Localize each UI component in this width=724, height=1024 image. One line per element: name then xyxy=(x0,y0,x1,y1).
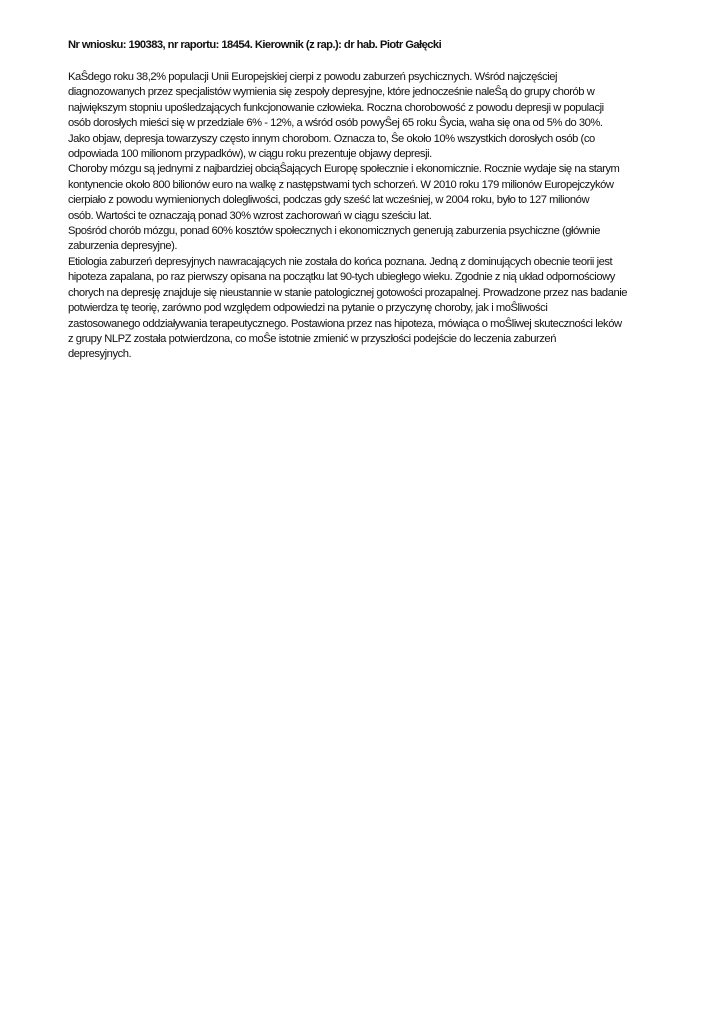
paragraph-etiology-hypothesis xyxy=(68,255,688,363)
text-line: diagnozowanych przez specjalistów wymienia się zespoły depresyjne, które jednocześnie naleŜą do grupy chorób w xyxy=(68,86,595,99)
text-line: z grupy NLPZ została potwierdzona, co moŜe istotnie zmienić w przyszłości podejście do leczenia zaburzeń xyxy=(68,332,556,345)
text-line: potwierdza tę teorię, zarówno pod względem odpowiedzi na pytanie o przyczynę choroby, jak i moŜliwości xyxy=(68,302,548,315)
text-line: chorych na depresję znajduje się nieustannie w stanie patologicznej gotowości prozapalnej. Prowadzone przez nas badanie xyxy=(68,286,628,299)
text-line: odpowiada 100 milionom przypadków), w ciągu roku prezentuje objawy depresji. xyxy=(68,148,432,161)
text-line: zastosowanego oddziaływania terapeutycznego. Postawiona przez nas hipoteza, mówiąca o moŜliwej skuteczności leków xyxy=(68,317,622,330)
text-line: hipoteza zapalana, po raz pierwszy opisana na początku lat 90-tych ubiegłego wieku. Zgodnie z nią układ odpornościowy xyxy=(68,271,615,284)
report-header: Nr wniosku: 190383, nr raportu: 18454. Kierownik (z rap.): dr hab. Piotr Gałęcki xyxy=(68,39,442,51)
text-line: zaburzenia depresyjne). xyxy=(68,240,178,253)
text-line: depresyjnych. xyxy=(68,348,132,361)
report-page xyxy=(68,38,688,363)
text-line: największym stopniu upośledzających funkcjonowanie człowieka. Roczna chorobowość z powodu depresji w populacji xyxy=(68,101,604,114)
text-line: kontynencie około 800 bilionów euro na walkę z następstwami tych schorzeń. W 2010 roku 179 milionów Europejczyków xyxy=(68,178,614,191)
text-line: cierpiało z powodu wymienionych dolegliwości, podczas gdy sześć lat wcześniej, w 2004 roku, było to 127 milionów xyxy=(68,194,590,207)
text-line: Jako objaw, depresja towarzyszy często innym chorobom. Oznacza to, Ŝe około 10% wszystkich dorosłych osób (co xyxy=(68,132,595,145)
paragraph-depression-prevalence xyxy=(68,70,688,162)
text-line: Spośród chorób mózgu, ponad 60% kosztów społecznych i ekonomicznych generują zaburzenia psychiczne (głównie xyxy=(68,225,601,238)
text-line: osób dorosłych mieści się w przedziale 6% - 12%, a wśród osób powyŜej 65 roku Ŝycia, waha się ona od 5% do 30%. xyxy=(68,117,603,130)
text-line: Choroby mózgu są jednymi z najbardziej obciąŜających Europę społecznie i ekonomicznie. Rocznie wydaje się na starym xyxy=(68,163,620,176)
paragraph-brain-disease-costs xyxy=(68,162,688,224)
text-line: osób. Wartości te oznaczają ponad 30% wzrost zachorowań w ciągu sześciu lat. xyxy=(68,209,432,222)
text-line: KaŜdego roku 38,2% populacji Unii Europejskiej cierpi z powodu zaburzeń psychicznych. Wśród najczęściej xyxy=(68,71,558,83)
text-line: Etiologia zaburzeń depresyjnych nawracających nie została do końca poznana. Jedną z dominujących obecnie teorii jest xyxy=(68,255,613,268)
paragraph-psychiatric-costs xyxy=(68,224,688,255)
